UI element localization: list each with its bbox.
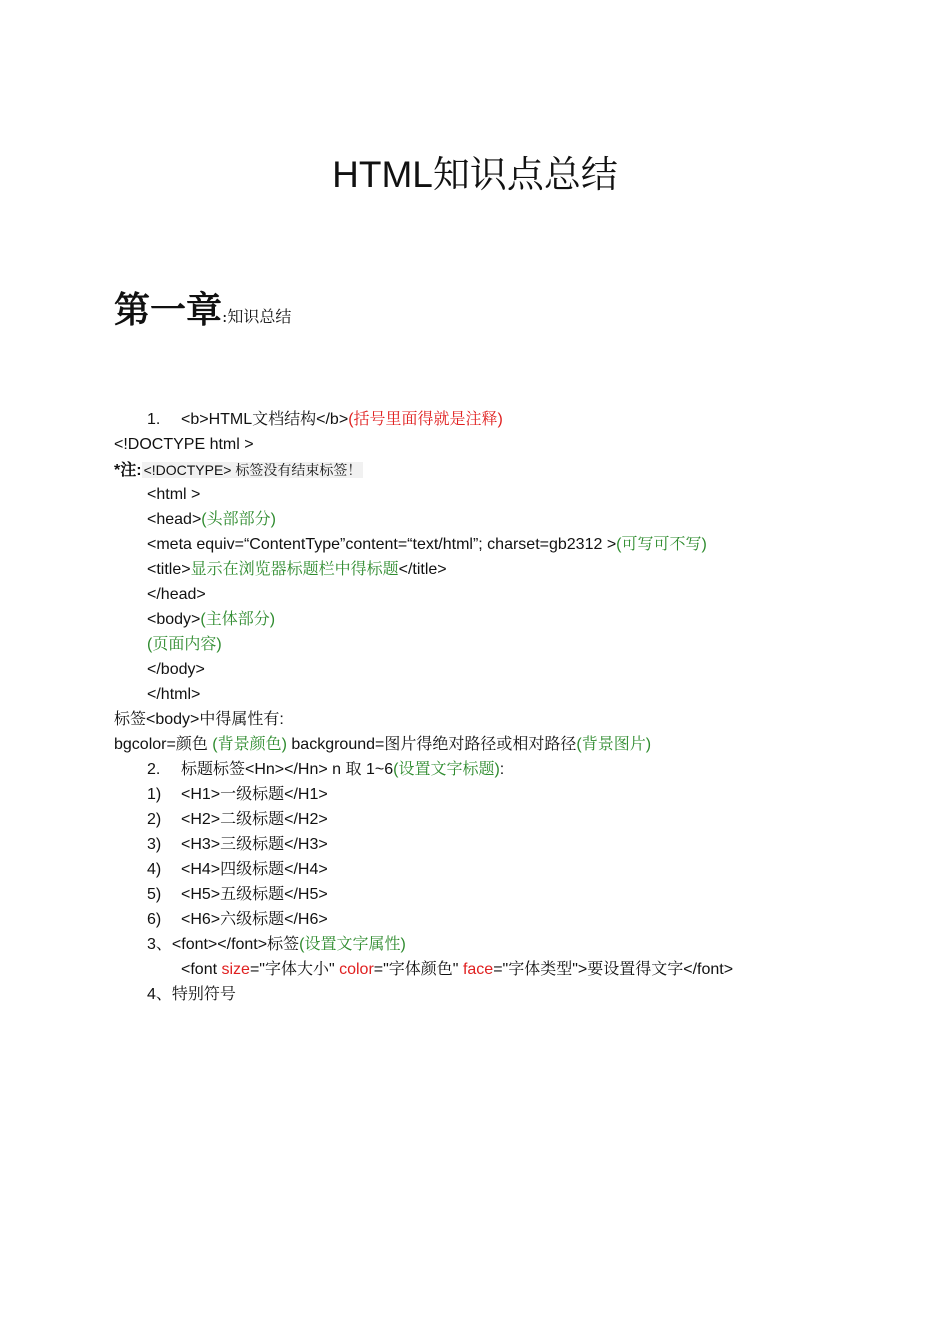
list-item-number: 3) — [147, 836, 162, 853]
list-item-text: <H3>三级标题</H3> — [181, 836, 328, 853]
code-text: <body> — [147, 611, 201, 628]
note-label: *注: — [114, 462, 142, 479]
code-text: <meta equiv=“ContentType”content=“text/html”; charset=gb2312 > — [147, 536, 617, 553]
list-item — [147, 883, 328, 907]
code-text: bgcolor=颜色 — [114, 736, 213, 753]
attribute-name: color — [339, 961, 374, 978]
list-item-number: 4) — [147, 861, 162, 878]
html-open-line: <html > — [147, 486, 201, 503]
list-item-text: <H6>六级标题</H6> — [181, 911, 328, 928]
chapter-number: 第一章 — [114, 289, 223, 331]
section-comment: (设置文字标题) — [393, 761, 500, 778]
chapter-subtitle: :知识总结 — [222, 307, 292, 326]
attribute-name: size — [221, 961, 250, 978]
meta-line — [147, 533, 707, 557]
section-suffix: : — [499, 761, 505, 778]
list-item — [147, 858, 328, 882]
list-item — [147, 908, 328, 932]
section-1-heading — [147, 408, 503, 432]
code-text: <title> — [147, 561, 191, 578]
note-text: <!DOCTYPE> 标签没有结束标签！ — [143, 462, 362, 478]
list-item-text: <H5>五级标题</H5> — [181, 886, 328, 903]
section-2-heading — [147, 758, 504, 782]
page-content-line: (页面内容) — [147, 636, 222, 653]
list-item — [147, 783, 328, 807]
section-text: <b>HTML文档结构</b> — [181, 411, 349, 428]
list-item-number: 1) — [147, 786, 162, 803]
body-attributes-line — [114, 733, 651, 757]
section-text: 标题标签<Hn></Hn> n 取 1~6 — [181, 761, 394, 778]
note-line — [114, 458, 363, 483]
code-comment: (背景颜色) — [212, 736, 287, 753]
code-text: ="字体大小" — [249, 961, 340, 978]
body-attributes-label: 标签<body>中得属性有: — [114, 711, 284, 728]
code-text: ="字体类型">要设置得文字</font> — [493, 961, 734, 978]
code-text: background=图片得绝对路径或相对路径 — [286, 736, 577, 753]
list-item-text: <H1>一级标题</H1> — [181, 786, 328, 803]
section-text: 3、<font></font>标签 — [147, 936, 300, 953]
list-item-text: <H2>二级标题</H2> — [181, 811, 328, 828]
list-item-number: 2) — [147, 811, 162, 828]
attribute-name: face — [462, 961, 494, 978]
section-4-heading: 4、特别符号 — [147, 986, 236, 1003]
code-text: <head> — [147, 511, 202, 528]
list-item-number: 5) — [147, 886, 162, 903]
head-open-line — [147, 508, 276, 532]
section-comment: (设置文字属性) — [299, 936, 406, 953]
font-example-line — [181, 958, 733, 982]
document-title: HTML知识点总结 — [332, 154, 618, 195]
chapter-heading — [114, 285, 291, 335]
code-comment: (头部部分) — [201, 511, 276, 528]
code-text: </title> — [398, 561, 447, 578]
code-comment: (背景图片) — [576, 736, 652, 753]
code-comment: 显示在浏览器标题栏中得标题 — [190, 561, 399, 578]
doctype-line: <!DOCTYPE html > — [114, 436, 254, 453]
section-number: 2. — [147, 761, 161, 778]
code-text: <font — [181, 961, 222, 978]
section-number: 1. — [147, 411, 161, 428]
code-comment: (可写可不写) — [616, 536, 707, 553]
html-close-line: </html> — [147, 686, 201, 703]
head-close-line: </head> — [147, 586, 206, 603]
list-item-number: 6) — [147, 911, 162, 928]
list-item — [147, 833, 328, 857]
list-item-text: <H4>四级标题</H4> — [181, 861, 328, 878]
title-tag-line — [147, 558, 447, 582]
body-close-line: </body> — [147, 661, 205, 678]
code-text: ="字体颜色" — [373, 961, 463, 978]
list-item — [147, 808, 328, 832]
body-open-line — [147, 608, 275, 632]
code-comment: (主体部分) — [200, 611, 276, 628]
section-3-heading — [147, 933, 406, 957]
section-comment: (括号里面得就是注释) — [348, 411, 503, 428]
